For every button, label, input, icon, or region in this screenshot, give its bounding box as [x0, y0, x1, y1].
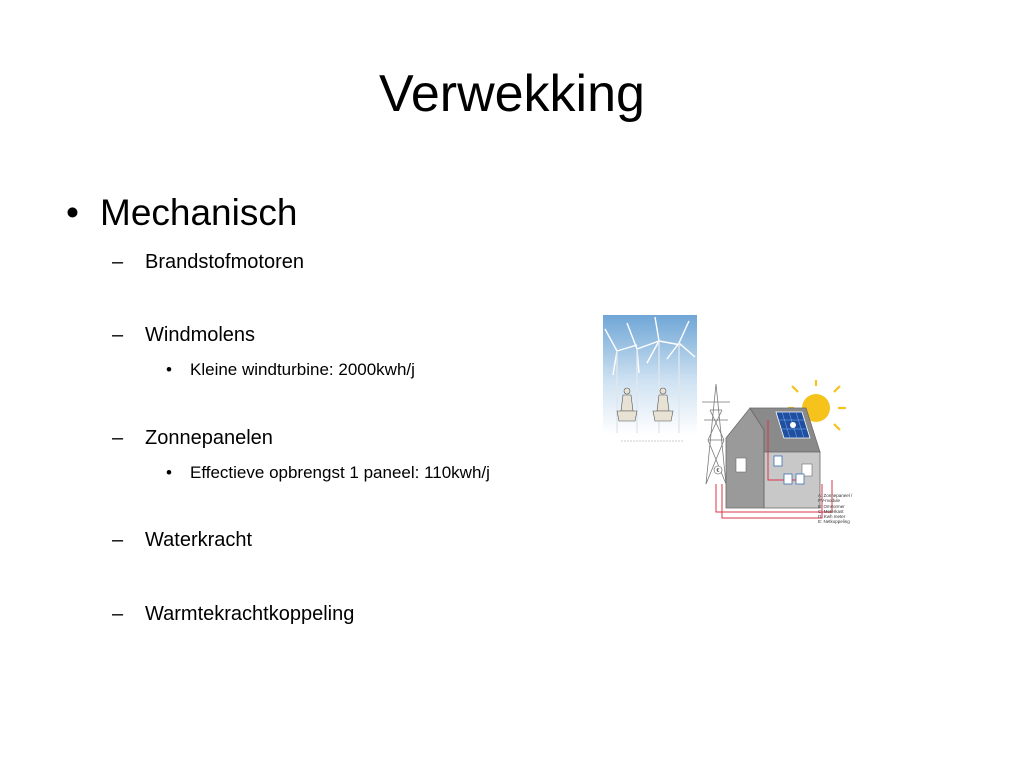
dash-marker: – [112, 427, 124, 449]
sub-item-label: Kleine windturbine: 2000kwh/j [190, 360, 415, 379]
list-item-label: Warmtekrachtkoppeling [145, 603, 355, 625]
legend-line: PV-module [818, 498, 841, 504]
list-item-label: Brandstofmotoren [145, 251, 304, 273]
bullet-marker: • [166, 463, 172, 482]
legend-line: E: Netkoppeling [818, 519, 850, 525]
bullet-marker: • [166, 360, 172, 379]
list-item-label: Zonnepanelen [145, 427, 273, 449]
sub-item-label: Effectieve opbrengst 1 paneel: 110kwh/j [190, 463, 490, 482]
list-item-label: Windmolens [145, 324, 256, 346]
bullet-label: Mechanisch [100, 192, 298, 233]
legend-line: A: Zonnepaneel / [818, 493, 853, 498]
dash-marker: – [112, 603, 124, 625]
wind-turbines-illustration [603, 315, 697, 447]
legend-line: C: Meterkast [818, 508, 844, 514]
dash-marker: – [112, 529, 124, 551]
house-legend [818, 493, 852, 525]
bullet-marker: • [66, 192, 79, 233]
dash-marker: – [112, 251, 124, 273]
slide-title: Verwekking [379, 65, 645, 123]
legend-line: B: Omvormer [818, 503, 845, 509]
euro-symbol: € [716, 468, 720, 474]
legend-line: D: Kwh meter [818, 514, 846, 520]
dash-marker: – [112, 324, 124, 346]
list-item-label: Waterkracht [145, 529, 253, 551]
